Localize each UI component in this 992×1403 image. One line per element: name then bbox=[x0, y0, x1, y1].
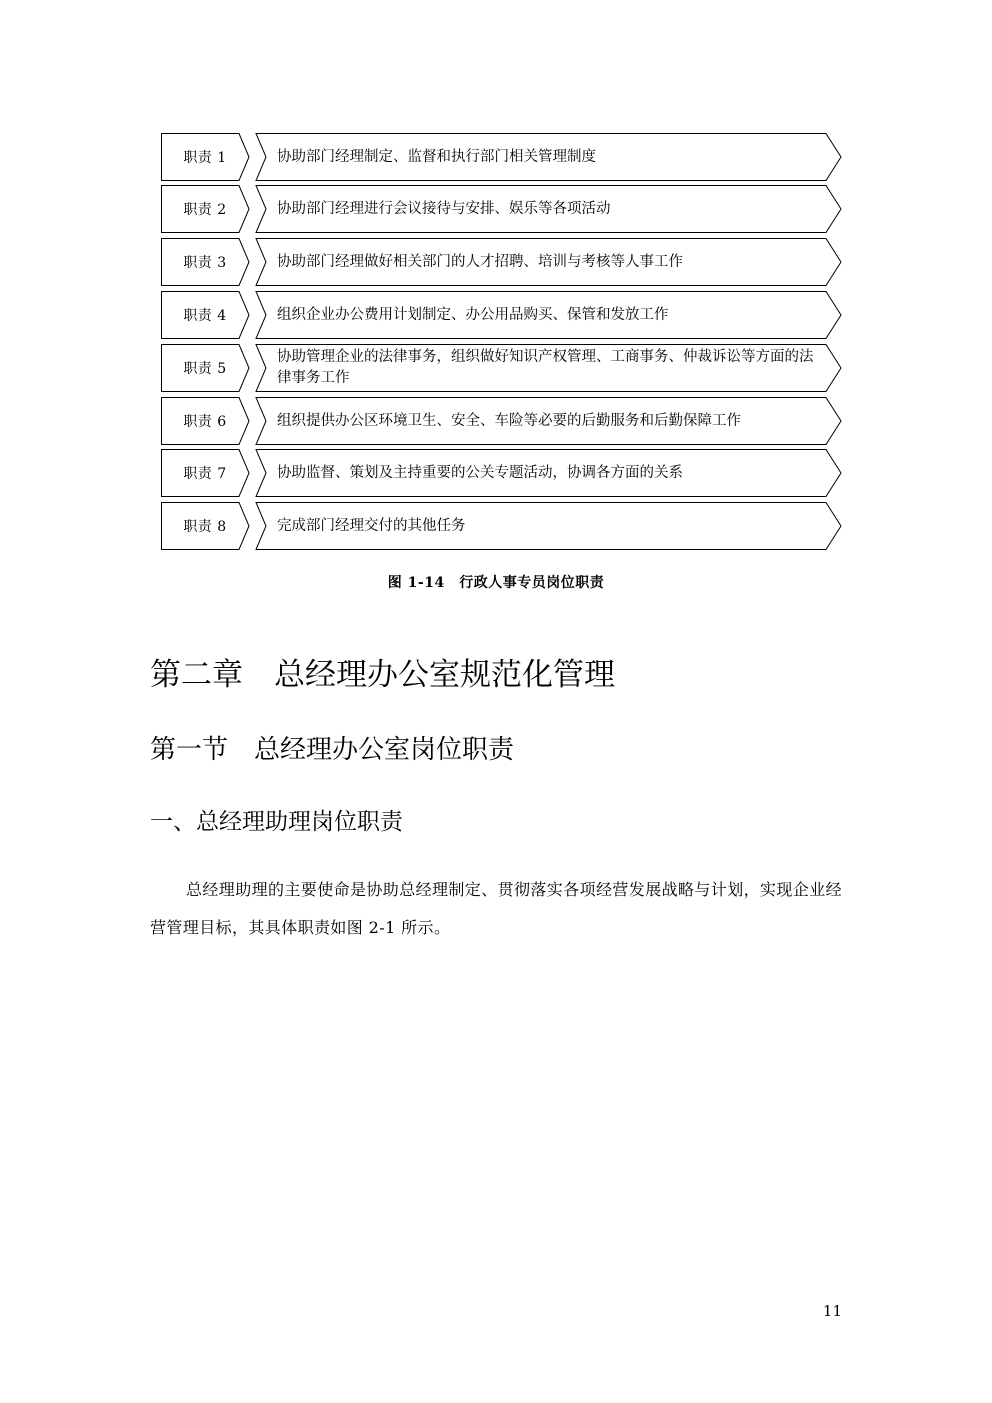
duty-row bbox=[161, 502, 843, 550]
duty-text: 协助部门经理制定、监督和执行部门相关管理制度 bbox=[277, 148, 596, 165]
duty-label: 职责 7 bbox=[183, 466, 227, 482]
duty-row bbox=[161, 238, 843, 286]
duty-row bbox=[161, 449, 843, 497]
chapter-title: 第二章 总经理办公室规范化管理 bbox=[150, 657, 615, 693]
duty-text: 组织企业办公费用计划制定、办公用品购买、保管和发放工作 bbox=[277, 306, 669, 323]
duty-text: 协助管理企业的法律事务，组织做好知识产权管理、工商事务、仲裁诉讼等方面的法律事务工作 bbox=[277, 349, 814, 386]
duty-text: 完成部门经理交付的其他任务 bbox=[277, 517, 466, 534]
duty-label: 职责 4 bbox=[183, 308, 227, 324]
duty-label: 职责 2 bbox=[183, 202, 227, 218]
section-title: 第一节 总经理办公室岗位职责 bbox=[150, 735, 515, 765]
body-paragraph: 总经理助理的主要使命是协助总经理制定、贯彻落实各项经营发展战略与计划，实现企业经营管理目标，其具体职责如图 2-1 所示。 bbox=[150, 880, 843, 937]
duty-text: 组织提供办公区环境卫生、安全、车险等必要的后勤服务和后勤保障工作 bbox=[277, 412, 741, 429]
duty-text: 协助监督、策划及主持重要的公关专题活动，协调各方面的关系 bbox=[277, 464, 683, 481]
subsection-title: 一、总经理助理岗位职责 bbox=[150, 809, 403, 835]
page-number: 11 bbox=[822, 1302, 842, 1320]
duty-label: 职责 3 bbox=[183, 255, 227, 271]
duty-label: 职责 8 bbox=[183, 519, 227, 535]
duty-label: 职责 6 bbox=[183, 414, 227, 430]
duty-text: 协助部门经理进行会议接待与安排、娱乐等各项活动 bbox=[277, 200, 611, 217]
duty-row bbox=[161, 397, 843, 445]
duty-label: 职责 1 bbox=[183, 150, 227, 166]
duty-diagram bbox=[0, 0, 992, 560]
duty-row bbox=[161, 133, 843, 181]
duty-row bbox=[161, 291, 843, 339]
figure-caption: 图 1-14 行政人事专员岗位职责 bbox=[387, 575, 605, 591]
duty-row bbox=[161, 344, 843, 392]
duty-text: 协助部门经理做好相关部门的人才招聘、培训与考核等人事工作 bbox=[277, 253, 683, 270]
duty-label: 职责 5 bbox=[183, 361, 227, 377]
duty-row bbox=[161, 185, 843, 233]
